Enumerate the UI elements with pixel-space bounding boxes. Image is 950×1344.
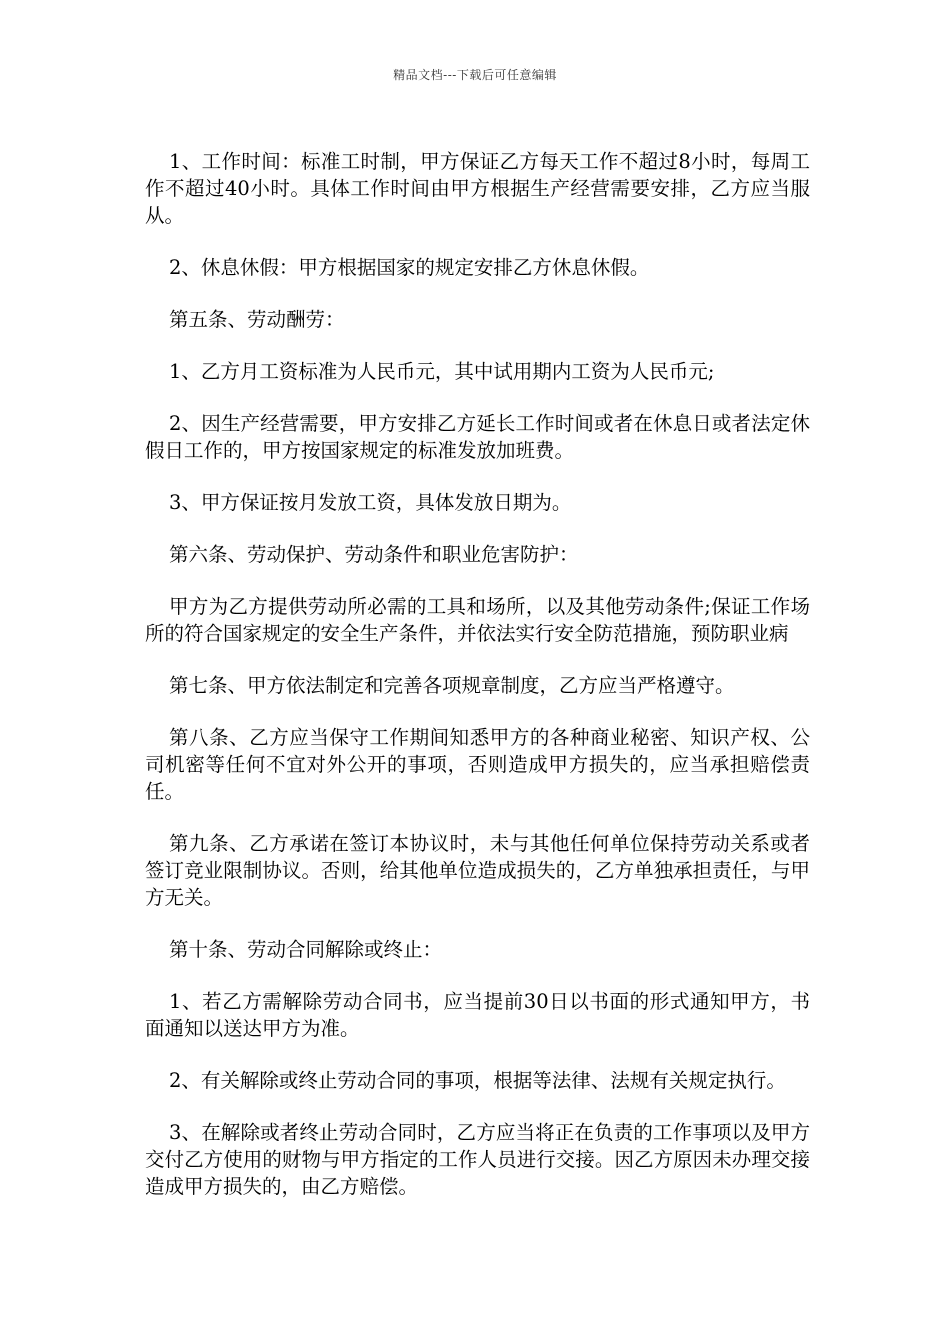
paragraph-labor-protection: 甲方为乙方提供劳动所必需的工具和场所，以及其他劳动条件;保证工作场所的符合国家规定的安全生产条件，并依法实行安全防范措施，预防职业病 xyxy=(145,595,810,645)
heading-article-6: 第六条、劳动保护、劳动条件和职业危害防护： xyxy=(169,543,579,566)
paragraph-article-8: 第八条、乙方应当保守工作期间知悉甲方的各种商业秘密、知识产权、公司机密等任何不宜对外公开的事项，否则造成甲方损失的，应当承担赔偿责任。 xyxy=(145,726,810,803)
paragraph-work-hours: 1、工作时间：标准工时制，甲方保证乙方每天工作不超过8小时，每周工作不超过40小时。具体工作时间由甲方根据生产经营需要安排，乙方应当服从。 xyxy=(145,150,810,227)
paragraph-termination-law: 2、有关解除或终止劳动合同的事项，根据等法律、法规有关规定执行。 xyxy=(169,1069,786,1092)
paragraph-pay-date: 3、甲方保证按月发放工资，具体发放日期为。 xyxy=(169,491,572,514)
paragraph-termination-notice: 1、若乙方需解除劳动合同书，应当提前30日以书面的形式通知甲方，书面通知以送达甲方为准。 xyxy=(145,990,810,1040)
paragraph-article-9: 第九条、乙方承诺在签订本协议时，未与其他任何单位保持劳动关系或者签订竞业限制协议。否则，给其他单位造成损失的，乙方单独承担责任，与甲方无关。 xyxy=(145,832,810,909)
document-body xyxy=(145,148,810,1225)
paragraph-article-7: 第七条、甲方依法制定和完善各项规章制度，乙方应当严格遵守。 xyxy=(169,674,735,697)
paragraph-rest-leave: 2、休息休假：甲方根据国家的规定安排乙方休息休假。 xyxy=(169,256,650,279)
page-header: 精品文档---下载后可任意编辑 xyxy=(393,68,557,82)
paragraph-monthly-salary: 1、乙方月工资标准为人民币元，其中试用期内工资为人民币元; xyxy=(169,360,715,383)
heading-article-10: 第十条、劳动合同解除或终止： xyxy=(169,938,443,961)
heading-article-5: 第五条、劳动酬劳： xyxy=(169,308,345,331)
paragraph-handover: 3、在解除或者终止劳动合同时，乙方应当将正在负责的工作事项以及甲方交付乙方使用的财物与甲方指定的工作人员进行交接。因乙方原因未办理交接造成甲方损失的，由乙方赔偿。 xyxy=(145,1121,810,1198)
paragraph-overtime: 2、因生产经营需要，甲方安排乙方延长工作时间或者在休息日或者法定休假日工作的，甲方按国家规定的标准发放加班费。 xyxy=(145,412,810,462)
